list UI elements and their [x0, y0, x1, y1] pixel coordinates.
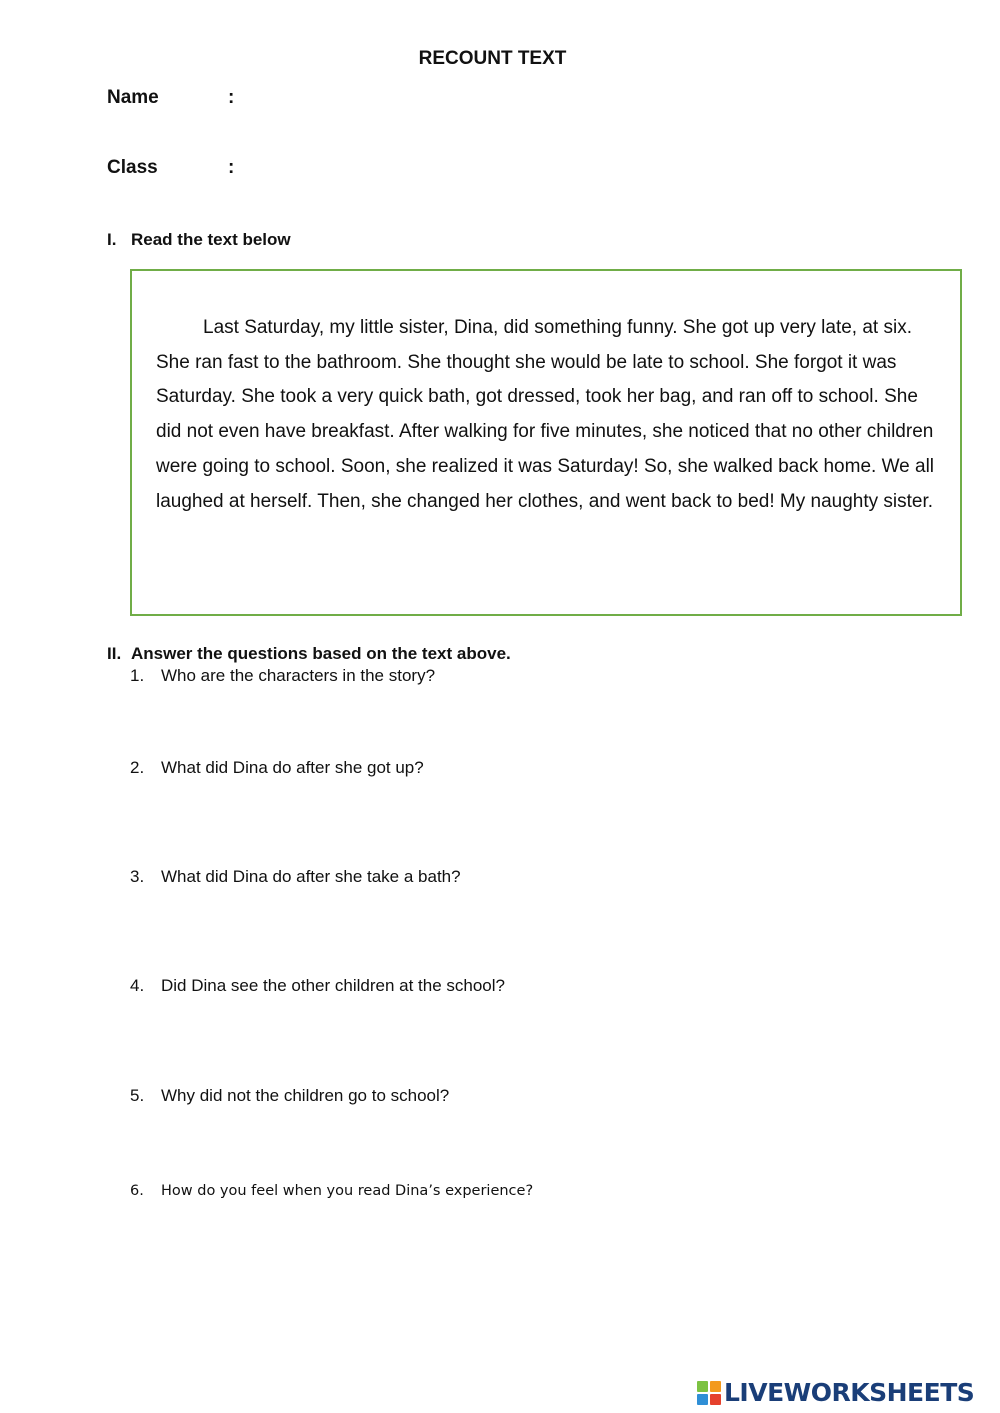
question-number: 5.: [130, 1086, 145, 1105]
liveworksheets-logo-icon: [697, 1381, 721, 1405]
question-text: How do you feel when you read Dina’s experience?: [161, 1183, 534, 1199]
liveworksheets-logo[interactable]: [697, 1377, 974, 1409]
section-1-heading: [107, 229, 291, 251]
section-1-numeral: I.: [107, 230, 117, 249]
question-text: Did Dina see the other children at the school?: [161, 976, 505, 995]
question-text: What did Dina do after she got up?: [161, 758, 424, 777]
class-colon: :: [228, 157, 235, 178]
question-1: [130, 665, 435, 687]
question-2: [130, 757, 424, 779]
class-label: Class: [107, 157, 158, 178]
question-number: 3.: [130, 867, 145, 886]
question-number: 2.: [130, 758, 145, 777]
question-text: What did Dina do after she take a bath?: [161, 867, 461, 886]
question-number: 1.: [130, 666, 145, 685]
name-label: Name: [107, 87, 159, 108]
question-4: [130, 975, 505, 997]
question-number: 4.: [130, 976, 145, 995]
section-2-heading-text: Answer the questions based on the text above.: [131, 644, 511, 663]
logo-text: LIVEWORKSHEETS: [724, 1378, 975, 1407]
question-text: Who are the characters in the story?: [161, 666, 436, 685]
section-2-heading: [107, 643, 511, 665]
question-5: [130, 1085, 449, 1107]
question-number: 6.: [130, 1183, 144, 1199]
section-2-numeral: II.: [107, 644, 122, 663]
question-text: Why did not the children go to school?: [161, 1086, 450, 1105]
question-6: [130, 1180, 533, 1202]
name-colon: :: [228, 87, 235, 108]
page-title: RECOUNT TEXT: [418, 48, 567, 69]
section-1-heading-text: Read the text below: [131, 230, 291, 249]
story-text: Last Saturday, my little sister, Dina, did something funny. She got up very late, at six. She ran fast to the bathroom. She thought she would be late to school. She forgot it was Saturday. She took a very quick bath, got dressed, took her bag, and ran off to school. She did not even have breakfast. After walking for five minutes, she noticed that no other children were going to school. Soon, she realized it was Saturday! So, she walked back home. We all laughed at herself. Then, she changed her clothes, and went back to bed! My naughty sister.: [156, 317, 935, 512]
question-3: [130, 866, 461, 888]
